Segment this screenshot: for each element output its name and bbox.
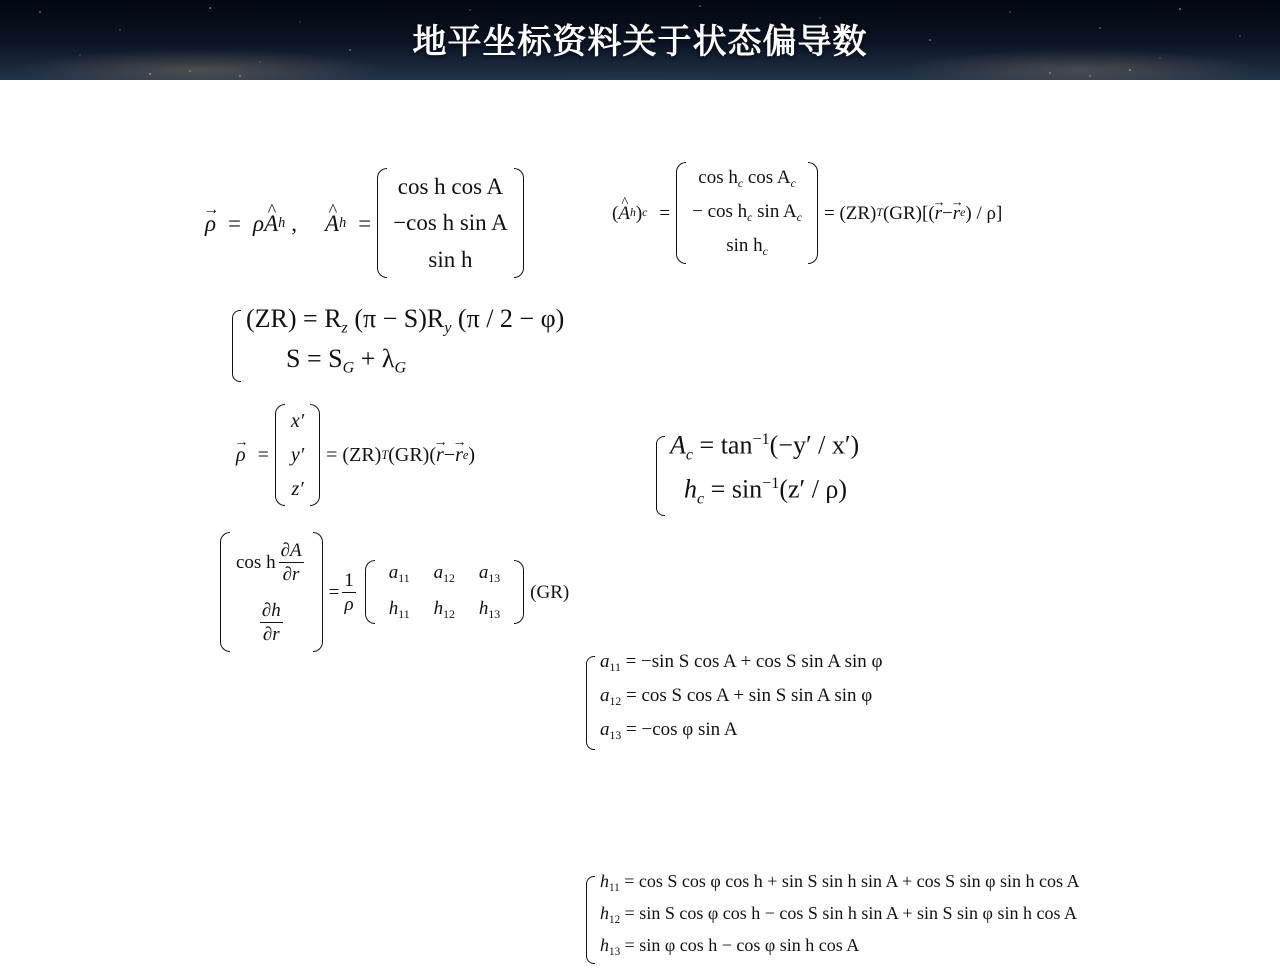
subscript-h: h [278, 214, 286, 231]
rho-vector: → ρ [236, 445, 246, 465]
equals-sign: = [257, 444, 269, 466]
r-vector: → r [935, 204, 942, 223]
r-vector: → r [436, 445, 444, 465]
ah-matrix [377, 168, 524, 278]
equation-zr-system [228, 306, 1280, 386]
matrix-entry: sin h [428, 247, 473, 273]
matrix-entry: $\cos h_c$ $\cos A_c$ [698, 167, 796, 191]
h13-line: $h_{13} = \sin \varphi$ cos h − cos φ sin h cos A [600, 935, 860, 958]
one-over-rho: $\frac{1}{\rho}$ [344, 569, 354, 615]
rhs-text: (GR)( [388, 444, 436, 466]
a13-line: $a_{13} = -\cos$ φ sin A [600, 719, 738, 743]
rhs-text: = (ZR) [823, 202, 877, 224]
rhs-text: (GR) [530, 581, 570, 603]
matrix-entry: −cos h sin A [393, 210, 508, 236]
coef-grid [375, 563, 514, 621]
equation-h-coeffs [582, 872, 1280, 968]
a12-line: $a_{12} = \cos S$ cos A + sin S sin A sin φ [600, 685, 873, 709]
matrix-entry: − $\cos h_c$ $\sin A_c$ [692, 201, 802, 225]
partial-a-entry: cos h $\frac{\partial A}{\partial r}$ [236, 539, 302, 585]
rhs-text: ) / ρ] [965, 202, 1003, 224]
equals-sign: = [659, 202, 671, 224]
matrix-entry: y′ [290, 444, 305, 466]
equation-ac-hc [652, 432, 1280, 520]
transpose: T [381, 447, 389, 462]
title-banner [0, 0, 1280, 80]
a11-line: $a_{11} = -\sin$ S cos A + cos S sin A sin φ [600, 651, 883, 675]
rho-vector: → ρ [205, 212, 216, 235]
page-title: 地平坐标资料关于状态偏导数 [412, 22, 868, 62]
ac-line: $A_c = \tan^{-1}(-y' / x')$ [670, 430, 860, 464]
subscript-c: c [642, 206, 648, 220]
a-hat: ^ A [618, 204, 630, 223]
subscript-h: h [629, 206, 636, 220]
rhs-text: = (ZR) [326, 444, 382, 466]
equation-partials [220, 532, 569, 652]
equation-a-coeffs [582, 652, 1280, 754]
equals-sign: = [228, 210, 242, 236]
subscript-e: e [462, 447, 469, 462]
ah-c-matrix [676, 162, 818, 264]
coef-cell-a11: $a_{11}$ [388, 562, 410, 586]
s-line: $S = S_G + \lambda_G$ [286, 344, 407, 377]
equation-rho-xyz [236, 404, 475, 506]
equals-sign: = [328, 581, 340, 603]
equation-ah-c [612, 162, 1002, 264]
re-vector: → r [455, 445, 463, 465]
subscript-h: h [339, 214, 347, 231]
zr-line: $(ZR) = R_z$ $(\pi - S)R_y$ (π / 2 − φ) [246, 304, 565, 337]
coef-matrix [365, 560, 524, 624]
partials-matrix [220, 532, 323, 652]
xyz-matrix [275, 404, 320, 506]
transpose: T [876, 206, 883, 220]
re-vector: → r [953, 204, 960, 223]
coef-cell-a12: $a_{12}$ [433, 562, 455, 586]
rho-scalar: ρ [253, 210, 265, 236]
coef-cell-h13: $h_{13}$ [478, 598, 501, 622]
equals-sign: = [358, 210, 372, 236]
partial-h-entry: $\frac{\partial h}{\partial r}$ [261, 599, 281, 645]
equation-rho-ah [205, 168, 530, 278]
coef-cell-h12: $h_{12}$ [433, 598, 455, 622]
h11-line: $h_{11} = \cos S$ cos φ cos h + sin S sin h sin A + cos S sin φ sin h cos A [600, 871, 1080, 894]
comma: , [291, 210, 298, 236]
h12-line: $h_{12} = \sin S$ cos φ cos h − cos S sin h sin A + sin S sin φ sin h cos A [600, 903, 1077, 926]
matrix-entry: $\sin h_c$ [726, 235, 768, 259]
a-hat: ^ A [264, 212, 278, 235]
a-hat-lhs: ^ A [325, 212, 339, 235]
paren: ) [635, 202, 643, 224]
rhs-text: (GR)[( [882, 202, 935, 224]
rhs-text: ) [468, 444, 476, 466]
paren: ( [612, 202, 619, 224]
minus: − [942, 202, 953, 224]
matrix-entry: z′ [291, 478, 304, 500]
coef-cell-a13: $a_{13}$ [478, 562, 501, 586]
hc-line: $h_c = \sin^{-1}(z' / \rho)$ [684, 474, 848, 508]
coef-cell-h11: $h_{11}$ [388, 598, 410, 622]
matrix-entry: cos h cos A [397, 173, 504, 199]
minus: − [443, 444, 456, 466]
matrix-entry: x′ [290, 410, 305, 432]
subscript-e: e [960, 206, 966, 220]
